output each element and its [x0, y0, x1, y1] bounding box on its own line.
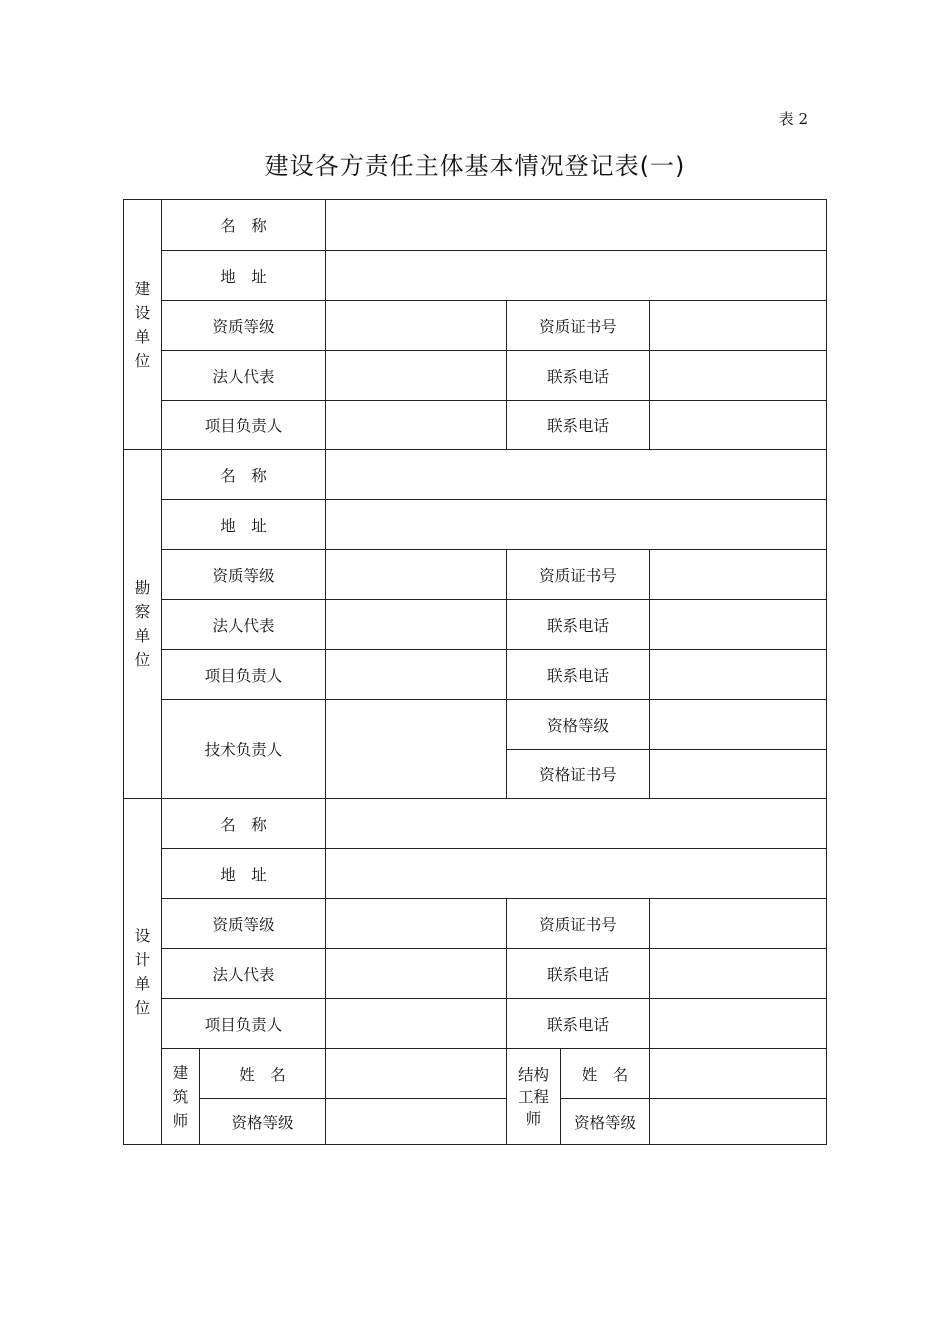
label-contact-phone: 联系电话: [506, 350, 649, 400]
survey-legal-rep-field[interactable]: [325, 599, 506, 649]
engineer-grade-field[interactable]: [649, 1098, 827, 1144]
design-leader-phone-field[interactable]: [649, 998, 827, 1048]
survey-credential-cert-field[interactable]: [649, 749, 827, 798]
survey-project-leader-field[interactable]: [325, 649, 506, 699]
label-legal-rep: 法人代表: [161, 948, 325, 998]
section-label-construction: 建设单位: [134, 279, 151, 370]
design-legal-rep-field[interactable]: [325, 948, 506, 998]
label-qualification-cert-no: 资质证书号: [506, 300, 649, 350]
label-name: 名 称: [161, 449, 325, 499]
architect-name-field[interactable]: [325, 1048, 506, 1098]
label-legal-rep: 法人代表: [161, 350, 325, 400]
label-contact-phone: 联系电话: [506, 948, 649, 998]
section-label-survey: 勘察单位: [124, 449, 161, 798]
survey-qualification-cert-field[interactable]: [649, 549, 827, 599]
survey-credential-grade-field[interactable]: [649, 699, 827, 749]
label-engineer-grade: 资格等级: [560, 1098, 649, 1144]
construction-leader-phone-field[interactable]: [649, 400, 827, 449]
construction-name-field[interactable]: [325, 200, 827, 250]
survey-name-field[interactable]: [325, 449, 827, 499]
label-legal-rep: 法人代表: [161, 599, 325, 649]
label-credential-grade: 资格等级: [506, 699, 649, 749]
label-qualification-grade: 资质等级: [161, 898, 325, 948]
survey-legal-phone-field[interactable]: [649, 599, 827, 649]
label-structural-engineer: 结构 工程 师: [506, 1048, 560, 1144]
label-qualification-grade: 资质等级: [161, 300, 325, 350]
construction-qualification-cert-field[interactable]: [649, 300, 827, 350]
design-name-field[interactable]: [325, 798, 827, 848]
architect-grade-field[interactable]: [325, 1098, 506, 1144]
label-address: 地 址: [161, 848, 325, 898]
label-name: 名 称: [161, 798, 325, 848]
label-qualification-grade: 资质等级: [161, 549, 325, 599]
design-address-field[interactable]: [325, 848, 827, 898]
label-name: 名 称: [161, 200, 325, 250]
form-title: 建设各方责任主体基本情况登记表(一): [264, 152, 686, 180]
construction-legal-rep-field[interactable]: [325, 350, 506, 400]
label-contact-phone: 联系电话: [506, 649, 649, 699]
label-architect-name: 姓 名: [199, 1048, 325, 1098]
design-qualification-cert-field[interactable]: [649, 898, 827, 948]
engineer-name-field[interactable]: [649, 1048, 827, 1098]
label-engineer-name: 姓 名: [560, 1048, 649, 1098]
label-tech-leader: 技术负责人: [161, 699, 325, 798]
label-project-leader: 项目负责人: [161, 400, 325, 449]
label-contact-phone: 联系电话: [506, 599, 649, 649]
label-architect: 建筑师: [161, 1048, 199, 1144]
label-address: 地 址: [161, 250, 325, 300]
label-address: 地 址: [161, 499, 325, 549]
registration-form: [123, 199, 827, 1145]
design-project-leader-field[interactable]: [325, 998, 506, 1048]
table-number: 表 2: [778, 110, 808, 128]
design-legal-phone-field[interactable]: [649, 948, 827, 998]
construction-qualification-grade-field[interactable]: [325, 300, 506, 350]
survey-tech-leader-field[interactable]: [325, 699, 506, 798]
survey-qualification-grade-field[interactable]: [325, 549, 506, 599]
construction-address-field[interactable]: [325, 250, 827, 300]
label-contact-phone: 联系电话: [506, 400, 649, 449]
construction-project-leader-field[interactable]: [325, 400, 506, 449]
survey-leader-phone-field[interactable]: [649, 649, 827, 699]
label-qualification-cert-no: 资质证书号: [506, 549, 649, 599]
design-qualification-grade-field[interactable]: [325, 898, 506, 948]
section-label-design: 设计单位: [124, 798, 161, 1144]
label-project-leader: 项目负责人: [161, 998, 325, 1048]
label-architect-grade: 资格等级: [199, 1098, 325, 1144]
label-project-leader: 项目负责人: [161, 649, 325, 699]
label-credential-cert-no: 资格证书号: [506, 749, 649, 798]
label-qualification-cert-no: 资质证书号: [506, 898, 649, 948]
construction-legal-phone-field[interactable]: [649, 350, 827, 400]
label-contact-phone: 联系电话: [506, 998, 649, 1048]
survey-address-field[interactable]: [325, 499, 827, 549]
